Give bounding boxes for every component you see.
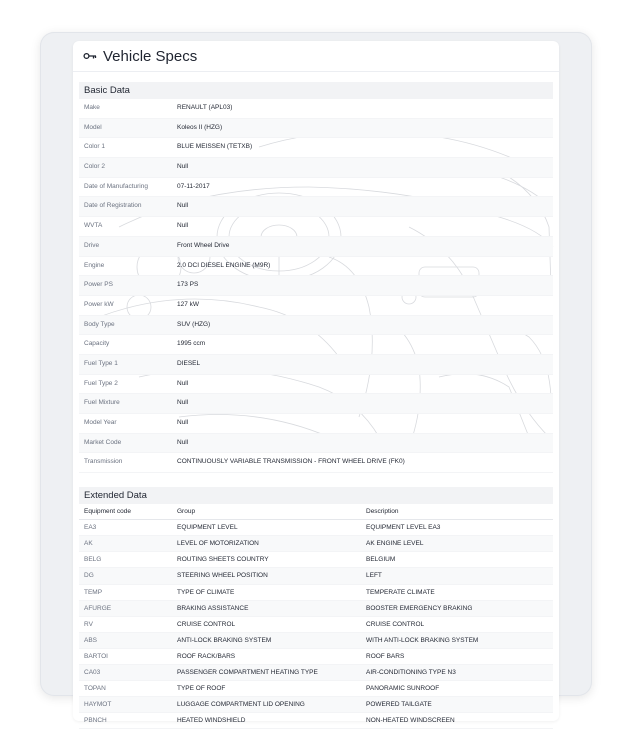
spec-value: Front Wheel Drive [177, 241, 230, 249]
spec-label: Color 1 [84, 143, 105, 151]
spec-label: Market Code [84, 438, 122, 446]
table-row [79, 649, 553, 665]
equipment-group: ROUTING SHEETS COUNTRY [177, 556, 269, 564]
vehicle-specs-card [73, 41, 559, 725]
spec-value: Koleos II (HZG) [177, 123, 223, 131]
table-row [79, 453, 553, 473]
table-row [79, 355, 553, 375]
table-row [79, 296, 553, 316]
column-header-description: Description [366, 508, 399, 516]
spec-value: 173 PS [177, 281, 199, 289]
spec-value: 07-11-2017 [177, 182, 210, 190]
table-row [79, 197, 553, 217]
equipment-description: EQUIPMENT LEVEL EA3 [366, 524, 441, 532]
spec-label: Model [84, 123, 102, 131]
equipment-group: BRAKING ASSISTANCE [177, 604, 249, 612]
table-row [79, 697, 553, 713]
equipment-code: EA3 [84, 524, 97, 532]
equipment-group: EQUIPMENT LEVEL [177, 524, 238, 532]
spec-label: Power PS [84, 281, 113, 289]
equipment-group: TYPE OF CLIMATE [177, 588, 235, 596]
spec-value: Null [177, 419, 189, 426]
table-header-row [79, 504, 553, 520]
table-row [79, 585, 553, 601]
table-row [79, 138, 553, 158]
equipment-group: LEVEL OF MOTORIZATION [177, 540, 259, 548]
equipment-group: CRUISE CONTROL [177, 620, 236, 628]
equipment-code: ABS [84, 636, 98, 644]
table-row [79, 536, 553, 552]
equipment-group: ANTI-LOCK BRAKING SYSTEM [177, 636, 272, 644]
page-title: Vehicle Specs [103, 47, 198, 65]
basic-data-heading: Basic Data [79, 82, 553, 99]
table-row [79, 257, 553, 277]
spec-label: Body Type [84, 320, 115, 328]
equipment-code: BARTOI [84, 652, 108, 660]
equipment-description: PANORAMIC SUNROOF [366, 685, 440, 693]
table-row [79, 633, 553, 649]
table-row [79, 520, 553, 536]
table-row [79, 178, 553, 198]
column-header-code: Equipment code [84, 508, 131, 516]
spec-value: 2.0 DCI DIESEL ENGINE (M9R) [177, 261, 271, 269]
equipment-description: POWERED TAILGATE [366, 701, 432, 709]
spec-label: Power kW [84, 300, 114, 308]
equipment-code: DG [84, 572, 94, 580]
table-row [79, 375, 553, 395]
spec-label: Engine [84, 261, 105, 269]
equipment-group: STEERING WHEEL POSITION [177, 572, 268, 580]
spec-label: Fuel Type 1 [84, 359, 118, 367]
table-row [79, 665, 553, 681]
equipment-group: PASSENGER COMPARTMENT HEATING TYPE [177, 669, 318, 676]
equipment-code: AFURGE [84, 604, 112, 612]
equipment-description: AK ENGINE LEVEL [366, 540, 424, 548]
spec-value: SUV (HZG) [177, 320, 211, 328]
spec-value: 127 kW [177, 300, 200, 308]
card-header [73, 41, 559, 72]
equipment-description: CRUISE CONTROL [366, 620, 425, 628]
table-row [79, 316, 553, 336]
equipment-group: HEATED WINDSHIELD [177, 717, 246, 725]
table-row [79, 552, 553, 568]
basic-data-table [79, 99, 553, 473]
spec-label: Date of Registration [84, 202, 142, 210]
table-row [79, 617, 553, 633]
spec-value: Null [177, 202, 189, 210]
spec-label: Date of Manufacturing [84, 182, 148, 190]
table-row [79, 713, 553, 729]
key-icon [83, 51, 97, 61]
equipment-code: HAYMOT [84, 701, 112, 709]
spec-value: BLUE MEISSEN (TETXB) [177, 143, 253, 151]
spec-label: Make [84, 104, 100, 111]
equipment-code: TEMP [84, 588, 103, 596]
equipment-description: TEMPERATE CLIMATE [366, 588, 435, 596]
equipment-code: PBNCH [84, 717, 107, 725]
equipment-code: TOPAN [84, 685, 106, 693]
spec-label: Capacity [84, 340, 110, 348]
equipment-description: LEFT [366, 572, 382, 580]
table-row [79, 158, 553, 178]
table-row [79, 568, 553, 584]
table-row [79, 681, 553, 697]
equipment-description: WITH ANTI-LOCK BRAKING SYSTEM [366, 636, 479, 644]
spec-value: RENAULT (APL03) [177, 104, 233, 111]
device-frame [40, 32, 592, 725]
spec-label: WVTA [84, 222, 103, 230]
equipment-group: TYPE OF ROOF [177, 685, 226, 693]
table-row [79, 434, 553, 454]
extended-data-heading: Extended Data [79, 487, 553, 504]
equipment-description: ROOF BARS [366, 652, 405, 660]
table-row [79, 217, 553, 237]
spec-value: Null [177, 438, 189, 446]
equipment-code: RV [84, 620, 93, 628]
equipment-code: AK [84, 540, 93, 548]
basic-data-section [79, 82, 553, 473]
table-row [79, 99, 553, 119]
spec-value: Null [177, 222, 189, 230]
spec-value: CONTINUOUSLY VARIABLE TRANSMISSION - FRONT WHEEL DRIVE (FK0) [177, 458, 405, 466]
equipment-description: BELGIUM [366, 556, 396, 564]
equipment-code: BELG [84, 556, 102, 564]
spec-value: 1995 ccm [177, 340, 206, 348]
spec-label: Model Year [84, 419, 117, 426]
spec-label: Color 2 [84, 163, 105, 171]
table-row [79, 601, 553, 617]
table-row [79, 414, 553, 434]
spec-value: DIESEL [177, 359, 201, 367]
spec-label: Fuel Type 2 [84, 379, 118, 387]
spec-label: Drive [84, 241, 100, 249]
equipment-code: CA03 [84, 669, 101, 676]
table-row [79, 237, 553, 257]
equipment-description: NON-HEATED WINDSCREEN [366, 717, 455, 725]
spec-value: Null [177, 379, 189, 387]
equipment-description: BOOSTER EMERGENCY BRAKING [366, 604, 473, 612]
equipment-description: AIR-CONDITIONING TYPE N3 [366, 669, 456, 676]
spec-label: Transmission [84, 458, 123, 466]
table-row [79, 119, 553, 139]
equipment-group: ROOF RACK/BARS [177, 652, 236, 660]
equipment-group: LUGGAGE COMPARTMENT LID OPENING [177, 701, 305, 709]
spec-value: Null [177, 399, 189, 407]
spec-label: Fuel Mixture [84, 399, 120, 407]
column-header-group: Group [177, 508, 196, 516]
table-row [79, 335, 553, 355]
table-row [79, 276, 553, 296]
table-row [79, 394, 553, 414]
extended-data-section [79, 487, 553, 729]
spec-value: Null [177, 163, 189, 171]
extended-data-table [79, 504, 553, 729]
